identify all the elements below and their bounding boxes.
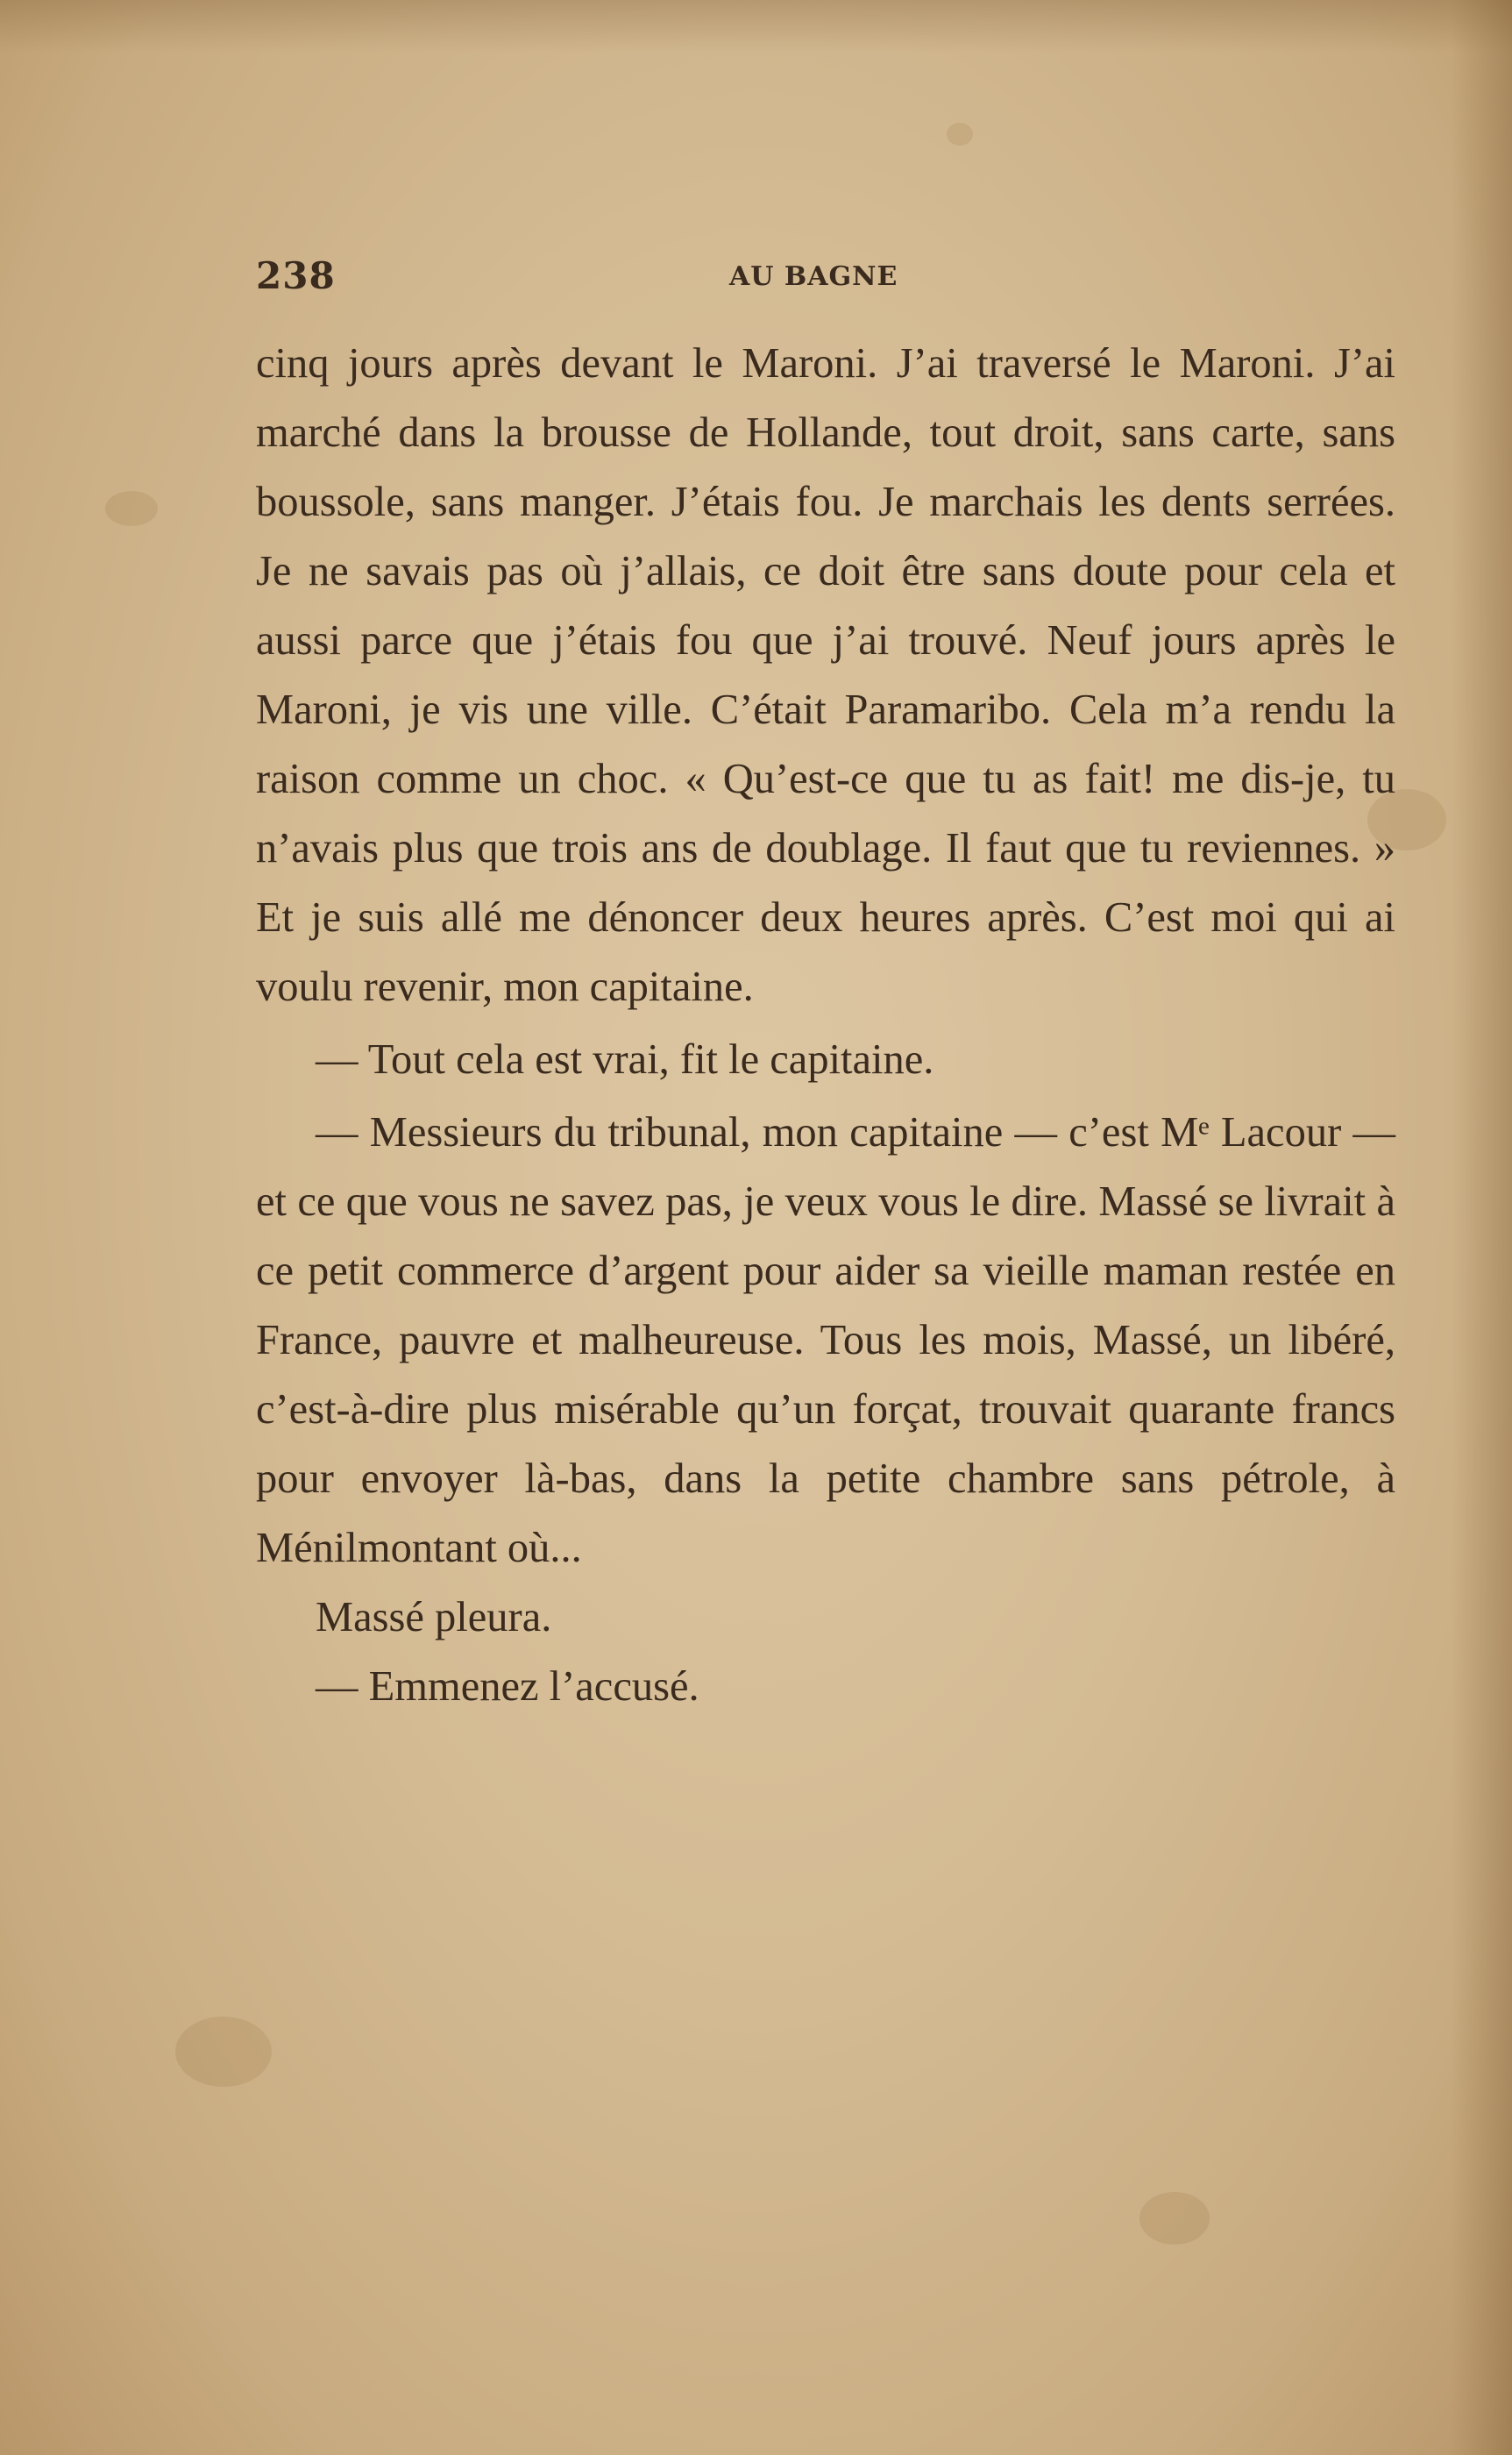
paragraph: — Emmenez l’accusé. [316, 1663, 699, 1710]
paragraph: cinq jours après devant le Maroni. J’ai traversé le Maroni. J’ai marché dans la brousse de Hollande, tout droit, sans carte, sans boussole, sans manger. J’étais fou. Je marchais les dents serrées. Je ne savais pas où j’allais, ce doit être sans doute pour cela et aussi parce que j’étais fou que j’ai trouvé. Neuf jours après le Maroni, je vis une ville. C’était Paramaribo. Cela m’a rendu la raison comme un choc. « Qu’est-ce que tu as fait! me dis-je, tu n’avais plus que trois ans de doublage. Il faut que tu reviennes. » Et je suis allé me dénoncer deux heures après. C’est moi qui ai voulu revenir, mon capitaine. [256, 340, 1395, 1010]
page-header [256, 254, 1395, 307]
page-shadow-top [0, 0, 1512, 53]
body-text [256, 329, 1395, 1721]
paper-stain [105, 491, 158, 526]
paper-stain [947, 123, 973, 146]
paper-stain [1139, 2192, 1210, 2245]
paragraph: — Tout cela est vrai, fit le capitaine. [316, 1036, 934, 1083]
paragraph: — Messieurs du tribunal, mon capitaine — c’est Mᵉ Lacour — et ce que vous ne savez pas, je veux vous le dire. Massé se livrait à ce petit commerce d’argent pour aider sa vieille maman restée en France, pauvre et malheureuse. Tous les mois, Massé, un libéré, c’est-à-dire plus misérable qu’un forçat, trouvait quarante francs pour envoyer là-bas, dans la petite chambre sans pétrole, à Ménilmontant où... [256, 1109, 1395, 1571]
paper-stain [175, 2017, 272, 2087]
page-number: 238 [256, 254, 336, 297]
page-shadow-right [1451, 0, 1512, 2455]
running-head: AU BAGNE [729, 261, 898, 292]
paragraph: Massé pleura. [316, 1594, 552, 1640]
